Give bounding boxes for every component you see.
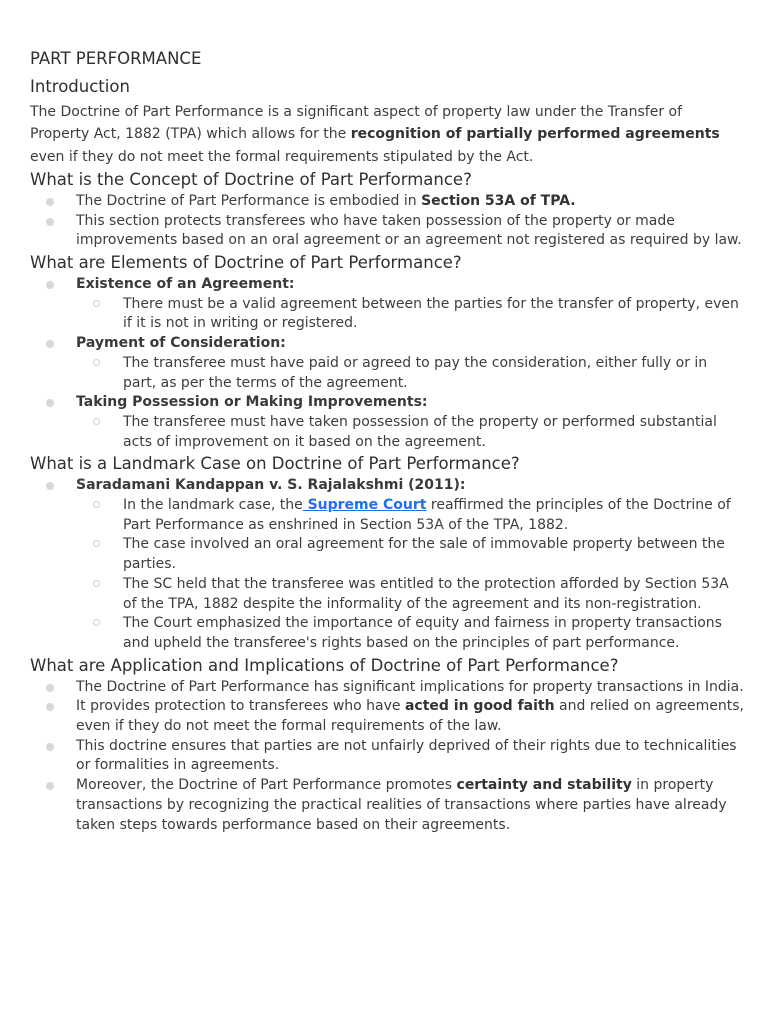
case-label: Saradamani Kandappan v. S. Rajalakshmi (2011): (76, 477, 466, 494)
bullet-icon (46, 743, 54, 751)
sub-list (76, 354, 744, 393)
list-item (30, 678, 744, 698)
introduction-paragraph (30, 101, 744, 168)
sub-list-item (76, 496, 744, 535)
sub-list-item (76, 535, 744, 574)
list-item (30, 275, 744, 334)
landmark-heading: What is a Landmark Case on Doctrine of Part Performance? (30, 454, 520, 474)
intro-text-2: even if they do not meet the formal requirements stipulated by the Act. (30, 148, 534, 165)
hollow-bullet-icon (93, 619, 100, 626)
element-sub-text: There must be a valid agreement between the parties for the transfer of property, even if it is not in writing or registered. (123, 295, 739, 332)
list-item (30, 737, 744, 776)
hollow-bullet-icon (93, 418, 100, 425)
hollow-bullet-icon (93, 300, 100, 307)
list-item (30, 334, 744, 393)
list-item (30, 776, 744, 835)
concept-item-2-text: This section protects transferees who have taken possession of the property or made improvements based on an oral agreement or an agreement not registered as required by law. (76, 212, 742, 249)
intro-text-1: The Doctrine of Part Performance is a significant aspect of property law under the Transfer of Property Act, 1882 (TPA) which allows for the (30, 104, 683, 143)
bullet-icon (46, 218, 54, 226)
case-sub-2: The case involved an oral agreement for the sale of immovable property between the parties. (123, 536, 725, 573)
bullet-icon (46, 399, 54, 407)
hollow-bullet-icon (93, 359, 100, 366)
list-item (30, 393, 744, 452)
bullet-icon (46, 703, 54, 711)
sub-list (76, 496, 744, 654)
applications-item-4-bold: certainty and stability (456, 777, 632, 794)
applications-item-4-after: in property transactions by recognizing the practical realities of transactions where parties have already taken steps towards performance based on their agreements. (76, 777, 727, 833)
applications-item-3: This doctrine ensures that parties are not unfairly deprived of their rights due to technicalities or formalities in agreements. (76, 737, 737, 774)
applications-item-2-bold: acted in good faith (404, 698, 555, 715)
applications-item-2-after: and relied on agreements, even if they do not meet the formal requirements of the law. (76, 698, 744, 735)
concept-list (30, 192, 744, 251)
hollow-bullet-icon (93, 540, 100, 547)
applications-item-4-before: Moreover, the Doctrine of Part Performance promotes (76, 777, 457, 794)
case-sub-3: The SC held that the transferee was entitled to the protection afforded by Section 53A of the TPA, 1882 despite the informality of the agreement and its non-registration. (123, 575, 729, 612)
elements-list (30, 275, 744, 452)
case-sub-1-after: reaffirmed the principles of the Doctrine of Part Performance as enshrined in Section 53A of the TPA, 1882. (123, 497, 731, 533)
sub-list-item (76, 354, 744, 393)
element-sub-text: The transferee must have taken possession of the property or performed substantial acts of improvement on it based on the agreement. (123, 413, 717, 450)
element-label: Taking Possession or Making Improvements: (76, 394, 428, 411)
concept-heading: What is the Concept of Doctrine of Part Performance? (30, 169, 472, 189)
list-item (30, 697, 744, 736)
bullet-icon (46, 684, 54, 692)
introduction-heading: Introduction (30, 77, 130, 96)
concept-item-1-text: The Doctrine of Part Performance is embodied in (76, 192, 422, 209)
hollow-bullet-icon (93, 580, 100, 587)
landmark-list (30, 476, 744, 653)
hollow-bullet-icon (93, 501, 100, 508)
sub-list-item (76, 295, 744, 334)
bullet-icon (46, 281, 54, 289)
elements-heading: What are Elements of Doctrine of Part Performance? (30, 253, 462, 272)
bullet-icon (46, 782, 54, 790)
intro-text-bold: recognition of partially performed agreements (350, 126, 720, 143)
applications-list (30, 678, 744, 836)
element-label: Payment of Consideration: (76, 335, 286, 352)
list-item (30, 192, 744, 212)
bullet-icon (46, 340, 54, 348)
concept-item-1-bold: Section 53A of TPA. (421, 192, 576, 209)
sub-list (76, 295, 744, 334)
case-sub-4: The Court emphasized the importance of equity and fairness in property transactions and upheld the transferee's rights based on the principles of part performance. (123, 615, 722, 651)
list-item (30, 212, 744, 251)
sub-list (76, 413, 744, 452)
bullet-icon (46, 198, 54, 206)
applications-item-2-before: It provides protection to transferees who have (76, 698, 405, 715)
applications-heading: What are Application and Implications of Doctrine of Part Performance? (30, 655, 619, 675)
supreme-court-link[interactable]: Supreme Court (302, 497, 427, 514)
element-sub-text: The transferee must have paid or agreed to pay the consideration, either fully or in part, as per the terms of the agreement. (123, 354, 708, 391)
applications-item-1: The Doctrine of Part Performance has significant implications for property transactions in India. (76, 678, 744, 695)
element-label: Existence of an Agreement: (76, 276, 295, 292)
list-item (30, 476, 744, 653)
case-sub-1-before: In the landmark case, the (123, 497, 303, 514)
sub-list-item (76, 413, 744, 452)
bullet-icon (46, 482, 54, 490)
sub-list-item (76, 614, 744, 653)
sub-list-item (76, 575, 744, 614)
page-title: PART PERFORMANCE (30, 49, 202, 68)
